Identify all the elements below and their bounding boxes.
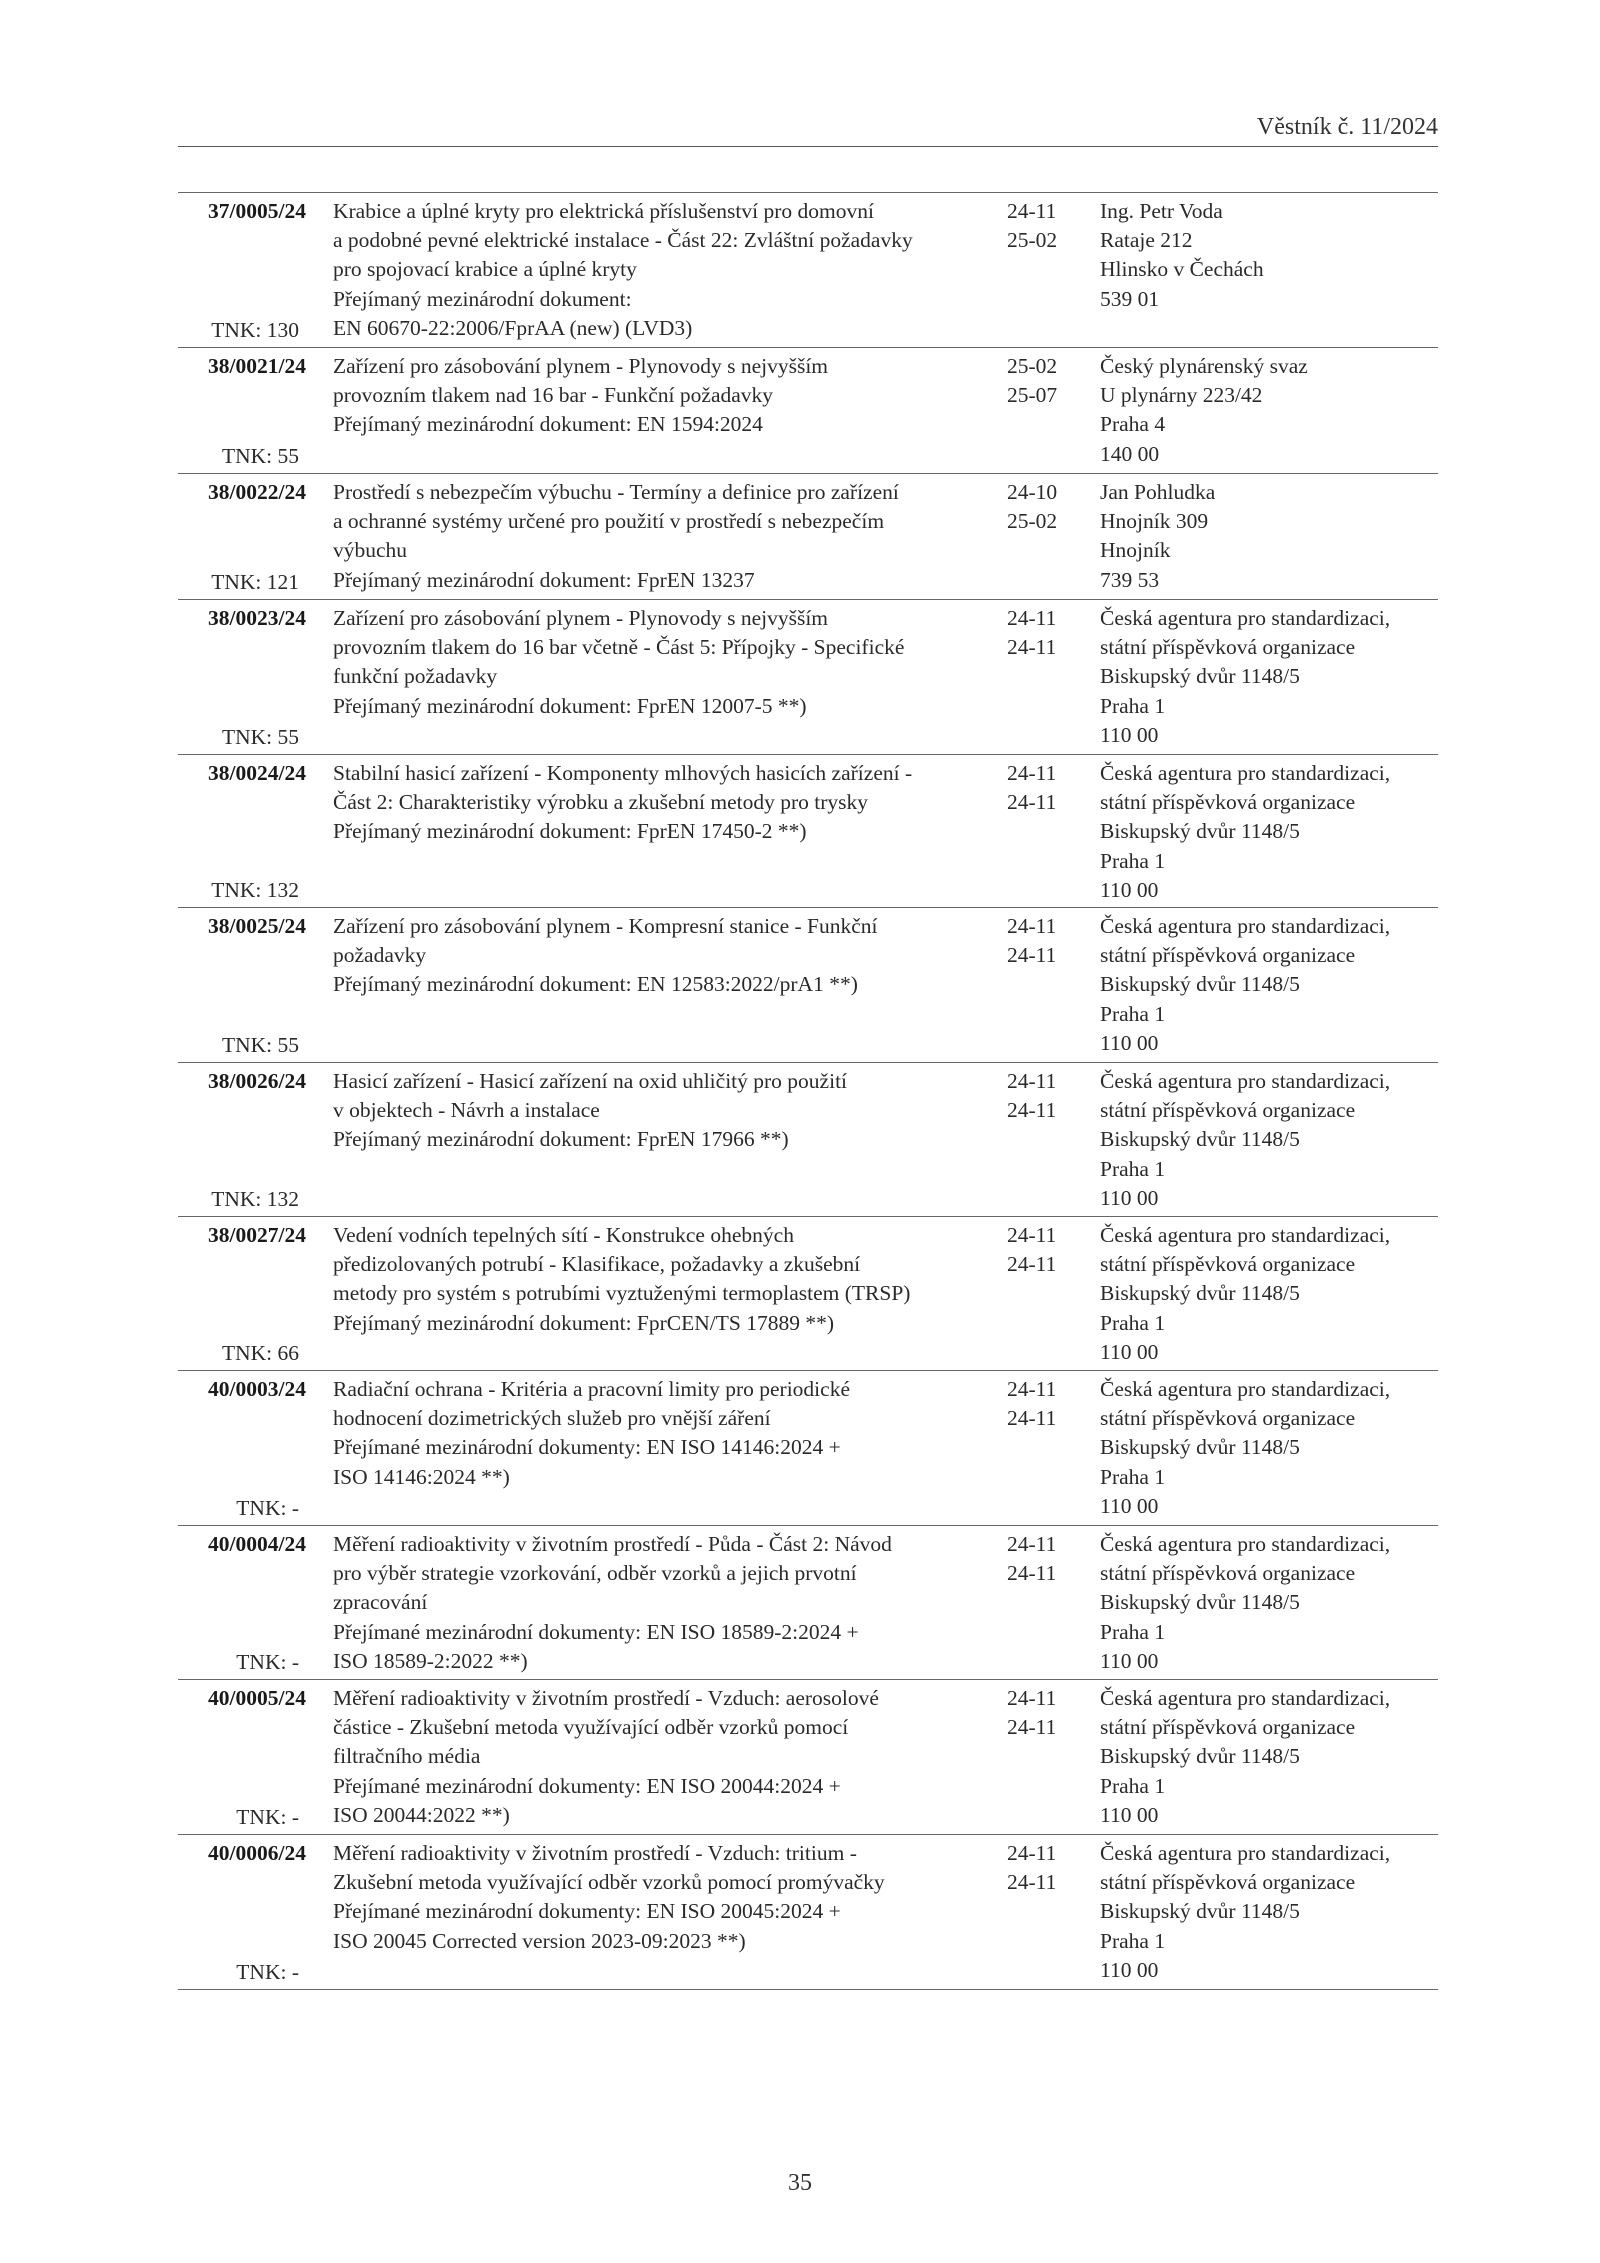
entry-date: 24-11	[1007, 943, 1057, 968]
entry-address-line: Hlinsko v Čechách	[1100, 257, 1264, 282]
entry-id-column	[178, 348, 306, 473]
list-item	[178, 907, 1438, 1062]
entry-address-line: 110 00	[1100, 722, 1159, 747]
entry-address-line: Biskupský dvůr 1148/5	[1100, 664, 1300, 689]
list-item	[178, 599, 1438, 754]
entry-date: 24-11	[1007, 1532, 1057, 1556]
entry-address	[1100, 478, 1440, 595]
entry-number: 38/0026/24	[208, 1069, 306, 1093]
entry-address-line: státní příspěvková organizace	[1100, 1715, 1356, 1740]
entry-address-line: Český plynárenský svaz	[1100, 354, 1308, 378]
entry-address-line: Rataje 212	[1100, 228, 1193, 253]
entry-title-line: Stabilní hasicí zařízení - Komponenty mlhových hasicích zařízení -	[333, 761, 913, 785]
entry-tnk: TNK: -	[236, 1959, 299, 1984]
entry-address-line: Praha 1	[1100, 1619, 1166, 1644]
entry-title	[333, 1530, 993, 1676]
entry-title	[333, 1221, 993, 1338]
entry-title-line: Měření radioaktivity v životním prostředí - Vzduch: tritium -	[333, 1841, 857, 1865]
entry-address-line: 110 00	[1100, 1339, 1159, 1364]
entry-date: 24-11	[1007, 1223, 1057, 1247]
entry-date: 24-11	[1007, 1252, 1057, 1277]
entry-title	[333, 1839, 993, 1956]
entry-address-line: 110 00	[1100, 1648, 1159, 1673]
entry-title-line: Zařízení pro zásobování plynem - Kompresní stanice - Funkční	[333, 914, 878, 938]
entry-address-line: Praha 1	[1100, 693, 1166, 718]
entry-number: 38/0021/24	[208, 354, 306, 378]
entry-title-line: Přejímaný mezinárodní dokument: EN 12583:2022/prA1 **)	[333, 972, 858, 997]
entry-address-line: Biskupský dvůr 1148/5	[1100, 1435, 1300, 1460]
list-item	[178, 754, 1438, 907]
page-header	[178, 112, 1438, 147]
entry-address-line: Praha 1	[1100, 848, 1166, 873]
entry-title-line: Přejímaný mezinárodní dokument: FprCEN/TS 17889 **)	[333, 1310, 835, 1335]
entry-title-line: Přejímané mezinárodní dokumenty: EN ISO 18589-2:2024 +	[333, 1619, 859, 1644]
entry-address-line: státní příspěvková organizace	[1100, 1870, 1356, 1895]
entry-number: 40/0003/24	[208, 1377, 306, 1401]
entry-number: 37/0005/24	[208, 199, 306, 223]
entry-title-line: provozním tlakem do 16 bar včetně - Část 5: Přípojky - Specifické	[333, 635, 905, 660]
entry-number: 38/0025/24	[208, 914, 306, 938]
entry-date: 24-11	[1007, 199, 1057, 223]
entry-address-line: státní příspěvková organizace	[1100, 635, 1356, 660]
entry-address-line: Biskupský dvůr 1148/5	[1100, 1590, 1300, 1615]
entry-title-line: filtračního média	[333, 1744, 481, 1769]
entry-date: 24-11	[1007, 790, 1057, 815]
entry-date: 24-11	[1007, 635, 1057, 660]
entry-id-column	[178, 1063, 306, 1216]
entry-number: 40/0005/24	[208, 1686, 306, 1710]
entry-title-line: Přejímaný mezinárodní dokument: FprEN 17450-2 **)	[333, 819, 807, 844]
list-item	[178, 193, 1438, 347]
entry-address-line: Biskupský dvůr 1148/5	[1100, 1281, 1300, 1306]
entry-tnk: TNK: -	[236, 1804, 299, 1829]
entry-date: 24-11	[1007, 606, 1057, 630]
entry-address-line: Biskupský dvůr 1148/5	[1100, 972, 1300, 997]
entry-title-line: požadavky	[333, 943, 427, 968]
entry-address-line: Česká agentura pro standardizaci,	[1100, 914, 1391, 938]
entry-address-line: Praha 1	[1100, 1310, 1166, 1335]
entry-title-line: Přejímané mezinárodní dokumenty: EN ISO 14146:2024 +	[333, 1435, 841, 1460]
entry-title-line: Přejímaný mezinárodní dokument: FprEN 13237	[333, 567, 755, 592]
entry-title-line: ISO 20045 Corrected version 2023-09:2023 **)	[333, 1928, 746, 1953]
entry-address-line: 140 00	[1100, 441, 1160, 466]
entry-id-column	[178, 193, 306, 347]
entry-address-line: Česká agentura pro standardizaci,	[1100, 1223, 1391, 1247]
entry-address-line: státní příspěvková organizace	[1100, 1252, 1356, 1277]
entry-address-line: 110 00	[1100, 877, 1159, 902]
entry-title-line: Měření radioaktivity v životním prostředí - Půda - Část 2: Návod	[333, 1532, 892, 1556]
entry-date: 24-11	[1007, 1715, 1057, 1740]
entry-date: 24-10	[1007, 480, 1058, 504]
entry-title-line: EN 60670-22:2006/FprAA (new) (LVD3)	[333, 315, 693, 340]
entry-address-line: Biskupský dvůr 1148/5	[1100, 1899, 1300, 1924]
entry-number: 38/0022/24	[208, 480, 306, 504]
entry-date: 24-11	[1007, 1870, 1057, 1895]
entry-address-line: Biskupský dvůr 1148/5	[1100, 819, 1300, 844]
entry-address-line: Praha 1	[1100, 1156, 1166, 1181]
entry-title-line: Prostředí s nebezpečím výbuchu - Termíny a definice pro zařízení	[333, 480, 899, 504]
entry-address-line: státní příspěvková organizace	[1100, 1561, 1356, 1586]
entry-address-line: Praha 1	[1100, 1773, 1166, 1798]
entry-dates	[1007, 197, 1077, 255]
entry-number: 40/0006/24	[208, 1841, 306, 1865]
entry-tnk: TNK: 66	[221, 1340, 299, 1365]
entry-address-line: 739 53	[1100, 567, 1160, 592]
bulletin-title: Věstník č. 11/2024	[1256, 114, 1438, 140]
entry-title-line: a podobné pevné elektrické instalace - Část 22: Zvláštní požadavky	[333, 228, 913, 253]
entry-address	[1100, 197, 1440, 314]
entry-dates	[1007, 1221, 1077, 1279]
entry-tnk: TNK: -	[236, 1495, 299, 1520]
entry-dates	[1007, 1375, 1077, 1433]
entry-address-line: Česká agentura pro standardizaci,	[1100, 1069, 1391, 1093]
entry-title	[333, 478, 993, 595]
entry-id-column	[178, 755, 306, 907]
entry-address-line: Česká agentura pro standardizaci,	[1100, 1841, 1391, 1865]
entry-title-line: v objektech - Návrh a instalace	[333, 1098, 600, 1123]
entry-title-line: hodnocení dozimetrických služeb pro vnější záření	[333, 1406, 771, 1431]
entry-title-line: výbuchu	[333, 538, 408, 563]
entry-address-line: Ing. Petr Voda	[1100, 199, 1223, 223]
entry-date: 25-02	[1007, 354, 1058, 378]
entry-number: 38/0027/24	[208, 1223, 306, 1247]
entry-title-line: Zkušební metoda využívající odběr vzorků pomocí promývačky	[333, 1870, 885, 1895]
entry-address	[1100, 1221, 1440, 1367]
entry-title	[333, 197, 993, 343]
entry-title-line: a ochranné systémy určené pro použití v prostředí s nebezpečím	[333, 509, 885, 534]
entry-dates	[1007, 759, 1077, 817]
entry-address	[1100, 604, 1440, 750]
entry-address	[1100, 1530, 1440, 1676]
entry-title-line: Přejímaný mezinárodní dokument: FprEN 17966 **)	[333, 1127, 789, 1152]
entry-address-line: Hnojník	[1100, 538, 1171, 563]
entry-title-line: Vedení vodních tepelných sítí - Konstrukce ohebných	[333, 1223, 794, 1247]
entry-title-line: Část 2: Charakteristiky výrobku a zkušební metody pro trysky	[333, 790, 869, 815]
entry-title-line: Měření radioaktivity v životním prostředí - Vzduch: aerosolové	[333, 1686, 879, 1710]
entry-id-column	[178, 1217, 306, 1370]
entry-title-line: Radiační ochrana - Kritéria a pracovní limity pro periodické	[333, 1377, 850, 1401]
entry-address	[1100, 1839, 1440, 1985]
entry-id-column	[178, 908, 306, 1062]
entry-address-line: státní příspěvková organizace	[1100, 1406, 1356, 1431]
entry-address-line: Praha 1	[1100, 1928, 1166, 1953]
list-item	[178, 347, 1438, 473]
entry-title-line: ISO 20044:2022 **)	[333, 1802, 510, 1827]
entry-address-line: Česká agentura pro standardizaci,	[1100, 761, 1391, 785]
entry-address-line: Česká agentura pro standardizaci,	[1100, 1686, 1391, 1710]
entry-address-line: U plynárny 223/42	[1100, 383, 1263, 408]
entry-date: 24-11	[1007, 1377, 1057, 1401]
entry-title	[333, 1375, 993, 1492]
entry-address	[1100, 759, 1440, 905]
entry-tnk: TNK: 55	[221, 724, 299, 749]
entry-title	[333, 1067, 993, 1155]
list-item	[178, 1834, 1438, 1989]
entry-dates	[1007, 478, 1077, 536]
entry-address-line: Biskupský dvůr 1148/5	[1100, 1744, 1300, 1769]
entry-address-line: Praha 1	[1100, 1001, 1166, 1026]
list-item	[178, 1062, 1438, 1216]
entry-dates	[1007, 352, 1077, 410]
entry-tnk: TNK: 132	[211, 877, 299, 902]
entry-date: 25-02	[1007, 228, 1058, 253]
entry-number: 38/0023/24	[208, 606, 306, 630]
entry-date: 24-11	[1007, 1841, 1057, 1865]
entry-dates	[1007, 1067, 1077, 1125]
entry-dates	[1007, 1684, 1077, 1742]
entry-title	[333, 759, 993, 847]
entry-title-line: Hasicí zařízení - Hasicí zařízení na oxid uhličitý pro použití	[333, 1069, 848, 1093]
entry-tnk: TNK: 55	[221, 443, 299, 468]
entry-address-line: Praha 4	[1100, 412, 1166, 437]
entry-address	[1100, 1375, 1440, 1521]
entry-date: 24-11	[1007, 1069, 1057, 1093]
entry-title-line: Krabice a úplné kryty pro elektrická příslušenství pro domovní	[333, 199, 874, 223]
entry-title	[333, 912, 993, 1000]
entry-title-line: předizolovaných potrubí - Klasifikace, požadavky a zkušební	[333, 1252, 861, 1277]
entry-tnk: TNK: 132	[211, 1186, 299, 1211]
entry-tnk: TNK: 55	[221, 1032, 299, 1057]
list-item	[178, 1525, 1438, 1679]
entry-title-line: Přejímaný mezinárodní dokument: FprEN 12007-5 **)	[333, 693, 807, 718]
entry-address-line: Česká agentura pro standardizaci,	[1100, 1377, 1391, 1401]
entry-address	[1100, 1067, 1440, 1213]
entry-address-line: 110 00	[1100, 1185, 1159, 1210]
entry-title-line: metody pro systém s potrubími vyztuženými termoplastem (TRSP)	[333, 1281, 911, 1306]
entry-tnk: TNK: -	[236, 1649, 299, 1674]
entry-address-line: státní příspěvková organizace	[1100, 943, 1356, 968]
entry-address	[1100, 352, 1440, 469]
entry-title-line: částice - Zkušební metoda využívající odběr vzorků pomocí	[333, 1715, 849, 1740]
entry-title-line: ISO 18589-2:2022 **)	[333, 1648, 528, 1673]
entry-date: 24-11	[1007, 1406, 1057, 1431]
entry-id-column	[178, 1371, 306, 1525]
entry-address-line: 110 00	[1100, 1957, 1159, 1982]
entry-title	[333, 604, 993, 721]
entry-title-line: pro spojovací krabice a úplné kryty	[333, 257, 637, 282]
entry-number: 38/0024/24	[208, 761, 306, 785]
entry-title	[333, 352, 993, 440]
entry-title-line: funkční požadavky	[333, 664, 498, 689]
entry-title-line: zpracování	[333, 1590, 428, 1615]
entry-number: 40/0004/24	[208, 1532, 306, 1556]
entry-title-line: pro výběr strategie vzorkování, odběr vzorků a jejich prvotní	[333, 1561, 857, 1586]
entry-address-line: Biskupský dvůr 1148/5	[1100, 1127, 1300, 1152]
entry-id-column	[178, 600, 306, 754]
entry-title-line: Zařízení pro zásobování plynem - Plynovody s nejvyšším	[333, 606, 829, 630]
list-item	[178, 1216, 1438, 1370]
entry-dates	[1007, 1530, 1077, 1588]
entry-title-line: Přejímané mezinárodní dokumenty: EN ISO 20045:2024 +	[333, 1899, 841, 1924]
entry-address	[1100, 1684, 1440, 1830]
entry-title-line: Přejímané mezinárodní dokumenty: EN ISO 20044:2024 +	[333, 1773, 841, 1798]
entry-address	[1100, 912, 1440, 1058]
entry-address-line: státní příspěvková organizace	[1100, 790, 1356, 815]
entry-address-line: Česká agentura pro standardizaci,	[1100, 606, 1391, 630]
entry-id-column	[178, 1680, 306, 1834]
entry-address-line: Česká agentura pro standardizaci,	[1100, 1532, 1391, 1556]
entry-address-line: Hnojník 309	[1100, 509, 1209, 534]
entry-title-line: Přejímaný mezinárodní dokument:	[333, 286, 632, 311]
entry-date: 24-11	[1007, 1686, 1057, 1710]
entry-title-line: ISO 14146:2024 **)	[333, 1464, 510, 1489]
entry-address-line: 110 00	[1100, 1802, 1159, 1827]
entry-date: 24-11	[1007, 1098, 1057, 1123]
entry-address-line: Praha 1	[1100, 1464, 1166, 1489]
entry-address-line: 110 00	[1100, 1030, 1159, 1055]
list-item	[178, 473, 1438, 599]
entry-date: 25-02	[1007, 509, 1058, 534]
entry-address-line: 110 00	[1100, 1493, 1159, 1518]
entry-date: 24-11	[1007, 914, 1057, 938]
entry-date: 24-11	[1007, 761, 1057, 785]
page-number: 35	[788, 2170, 812, 2196]
entry-id-column	[178, 474, 306, 599]
entry-id-column	[178, 1835, 306, 1989]
list-item	[178, 1679, 1438, 1834]
entry-address-line: 539 01	[1100, 286, 1160, 311]
entry-tnk: TNK: 121	[211, 569, 299, 594]
entry-tnk: TNK: 130	[211, 317, 299, 342]
entry-title-line: Přejímaný mezinárodní dokument: EN 1594:2024	[333, 412, 763, 437]
list-item	[178, 1370, 1438, 1525]
entry-title	[333, 1684, 993, 1830]
entry-id-column	[178, 1526, 306, 1679]
entry-dates	[1007, 912, 1077, 970]
entry-address-line: Jan Pohludka	[1100, 480, 1216, 504]
entry-date: 24-11	[1007, 1561, 1057, 1586]
standards-list	[178, 192, 1438, 1990]
entry-date: 25-07	[1007, 383, 1058, 408]
entry-title-line: provozním tlakem nad 16 bar - Funkční požadavky	[333, 383, 774, 408]
entry-address-line: státní příspěvková organizace	[1100, 1098, 1356, 1123]
entry-title-line: Zařízení pro zásobování plynem - Plynovody s nejvyšším	[333, 354, 829, 378]
entry-dates	[1007, 1839, 1077, 1897]
entry-dates	[1007, 604, 1077, 662]
